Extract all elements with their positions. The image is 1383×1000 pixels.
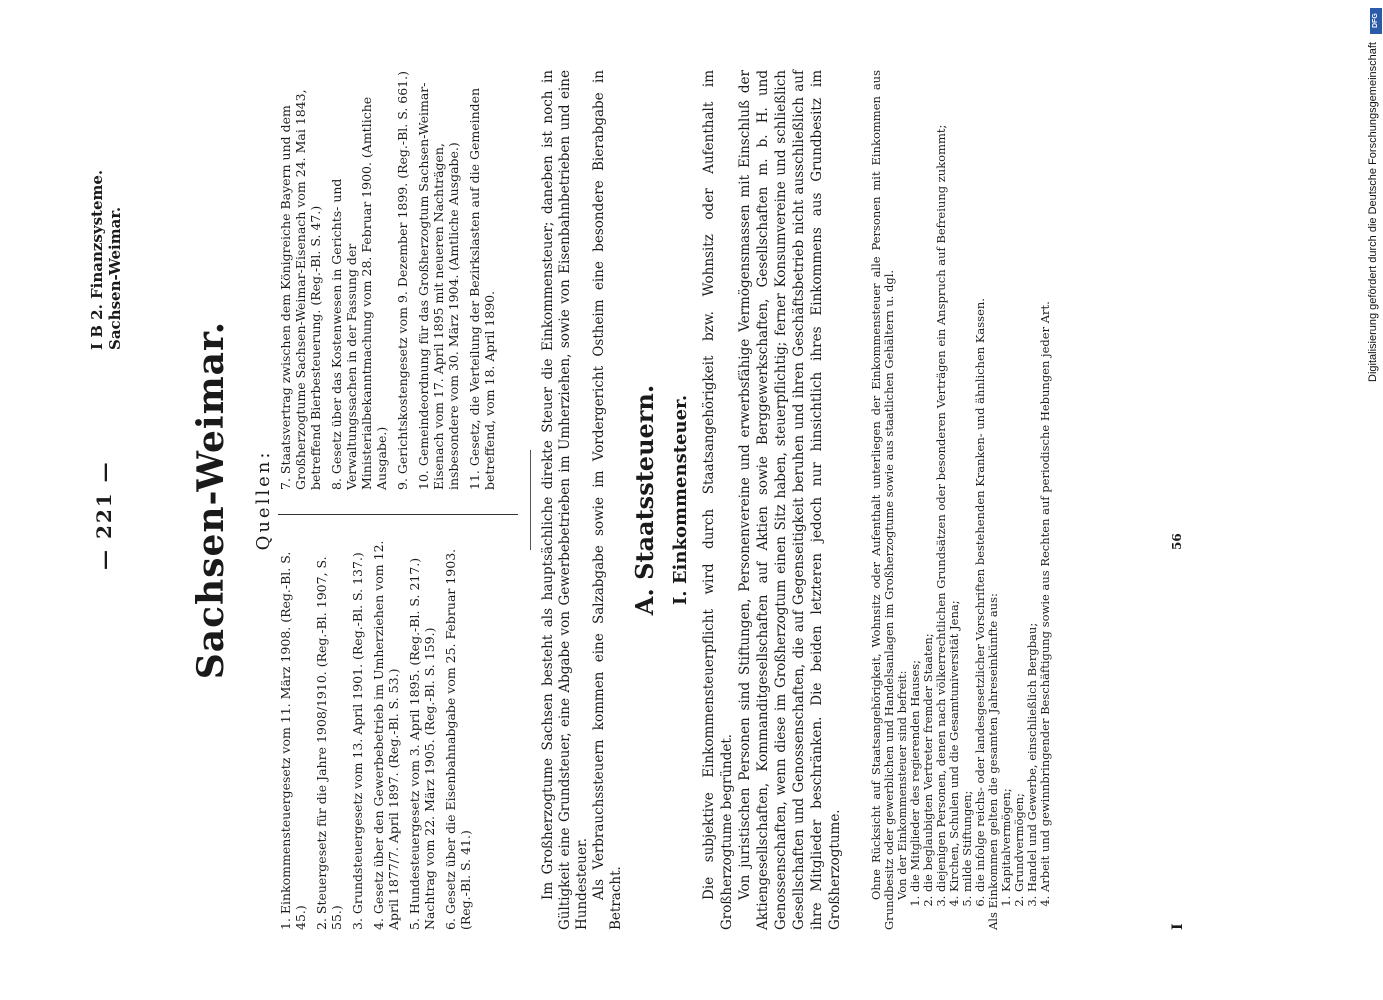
source-item: 9. Gerichtskostengesetz vom 9. Dezember 1899. (Reg.-Bl. S. 661.) <box>395 71 410 490</box>
separator-rule <box>530 450 531 550</box>
signature-mark: I <box>1170 923 1186 930</box>
body-paragraph: Von juristischen Personen sind Stiftungen, Personenvereine und erwerbsfähige Vermögensmassen mit Einschluß der Aktiengesellschaften, Kommanditgesellschaften auf Aktien sowie Berggewerkschaften, Gesellschaften m. b. H. und Genossenschaften, wenn diese im Großherzogtum einen Sitz haben, steuerpflichtig; ferner Konsumvereine und schließlich Gesellschaften und Genossenschaften, die auf Gegenseitigkeit beruhen und ihren Geschäftsbetrieb nicht ausschließlich auf ihre Mitglieder beschränken. Die beiden letzteren jedoch nur hinsichtlich ihres Einkommens aus Grundbesitz im Großherzogtume. <box>737 70 843 930</box>
list-item: 4. Kirchen, Schulen und die Gesamtuniversität Jena; <box>948 70 961 892</box>
sheet-number: 56 <box>1170 533 1184 550</box>
rotated-printed-page <box>70 70 1220 930</box>
page-number: — 221 — <box>92 460 116 570</box>
list-item: 6. die infolge reichs- oder landesgesetzlicher Vorschriften bestehenden Kranken- und ähnlichen Kassen. <box>974 70 987 892</box>
income-heading: Als Einkommen gelten die gesamten Jahreseinkünfte aus: <box>986 593 1000 930</box>
intro-paragraph: Als Verbrauchssteuern kommen eine Salzabgabe sowie im Vordergericht Ostheim eine besondere Bierabgabe in Betracht. <box>591 70 624 930</box>
source-item: 6. Gesetz über die Eisenbahnabgabe vom 25. Februar 1903. (Reg.-Bl. S. 41.) <box>443 548 473 930</box>
list-item: 5. milde Stiftungen; <box>961 70 974 892</box>
source-item: 8. Gesetz über das Kostenwesen in Gerichts- und Verwaltungssachen in der Fassung der Ministerialbekanntmachung vom 28. Februar 1900. (Amtliche Ausgabe.) <box>329 96 389 490</box>
source-item: 11. Gesetz, die Verteilung der Bezirkslasten auf die Gemeinden betreffend, vom 18. April 1890. <box>467 87 497 490</box>
sources-list-left <box>278 530 479 930</box>
list-item: 3. Handel und Gewerbe, einschließlich Bergbau; <box>1026 70 1039 892</box>
source-item: 4. Gesetz über den Gewerbebetrieb im Umherziehen vom 12. April 1877/7. April 1897. (Reg.-Bl. S. 53.) <box>371 540 401 930</box>
body-text <box>700 70 844 930</box>
running-head <box>70 70 130 930</box>
list-item: 2. die beglaubigten Vertreter fremder Staaten; <box>922 70 935 892</box>
column-divider <box>278 514 518 515</box>
source-item: 7. Staatsvertrag zwischen dem Königreiche Bayern und dem Großherzogtume Sachsen-Weimar-Eisenach vom 24. Mai 1843, betreffend Bierbesteuerung. (Reg.-Bl. S. 47.) <box>278 89 323 490</box>
source-item: 10. Gemeindeordnung für das Großherzogtum Sachsen-Weimar-Eisenach vom 17. April 1895 mit neueren Nachträgen, insbesondere vom 30. März 1904. (Amtliche Ausgabe.) <box>416 82 461 490</box>
small-intro: Ohne Rücksicht auf Staatsangehörigkeit, Wohnsitz oder Aufenthalt unterliegen der Einkommensteuer alle Personen mit Einkommen aus Grundbesitz oder gewerblichen und Handelsanlagen im Großherzogtume sowie aus staatlichen Gehältern u. dgl. <box>869 70 896 930</box>
page-title: Sachsen-Weimar. <box>190 320 232 680</box>
list-item: 1. Kapitalvermögen; <box>1000 70 1013 892</box>
list-item: 1. die Mitglieder des regierenden Hauses; <box>909 70 922 892</box>
dfg-logo: DFG <box>1370 8 1382 34</box>
sources-list-right <box>278 70 503 490</box>
sources-heading: Quellen: <box>253 449 274 551</box>
list-item: 2. Grundvermögen; <box>1013 70 1026 892</box>
section-line-1: I B 2. Finanzsysteme. <box>88 169 106 350</box>
heading-einkommensteuer: I. Einkommensteuer. <box>670 394 691 606</box>
heading-staatssteuern: A. Staatssteuern. <box>630 384 659 616</box>
introduction <box>540 70 625 930</box>
section-reference <box>88 170 124 350</box>
exempt-heading: Von der Einkommensteuer sind befreit: <box>895 670 909 900</box>
source-item: 2. Steuergesetz für die Jahre 1908/1910. (Reg.-Bl. 1907, S. 55.) <box>314 556 344 930</box>
funding-credit <box>1367 12 1383 392</box>
list-item: 3. diejenigen Personen, denen nach völkerrechtlichen Grundsätzen oder besonderen Verträgen ein Anspruch auf Befreiung zukommt; <box>935 70 948 892</box>
credit-text: Digitalisierung gefördert durch die Deutsche Forschungsgemeinschaft <box>1367 42 1379 382</box>
intro-paragraph: Im Großherzogtume Sachsen besteht als hauptsächliche direkte Steuer die Einkommensteuer; daneben ist noch in Gültigkeit eine Grundsteuer, eine Abgabe von Gewerbebetrieben im Umherziehen, sowie von Eisenbahnbetrieben und eine Hundesteuer. <box>540 70 590 930</box>
income-list <box>1000 70 1052 930</box>
exempt-list <box>909 70 987 930</box>
source-item: 1. Einkommensteuergesetz vom 11. März 1908. (Reg.-Bl. S. 45.) <box>278 551 308 930</box>
body-paragraph: Die subjektive Einkommensteuerpflicht wird durch Staatsangehörigkeit bzw. Wohnsitz oder Aufenthalt im Großherzogtume begründet. <box>701 70 735 930</box>
list-item: 4. Arbeit und gewinnbringender Beschäftigung sowie aus Rechten auf periodische Hebungen jeder Art. <box>1039 70 1052 892</box>
small-print-section <box>870 70 1052 930</box>
source-item: 5. Hundesteuergesetz vom 3. April 1895. (Reg.-Bl. S. 217.) Nachtrag vom 22. März 1905. (Reg.-Bl. S. 159.) <box>407 557 437 930</box>
section-line-2: Sachsen-Weimar. <box>106 206 124 350</box>
source-item: 3. Grundsteuergesetz vom 13. April 1901. (Reg.-Bl. S. 137.) <box>350 552 365 930</box>
